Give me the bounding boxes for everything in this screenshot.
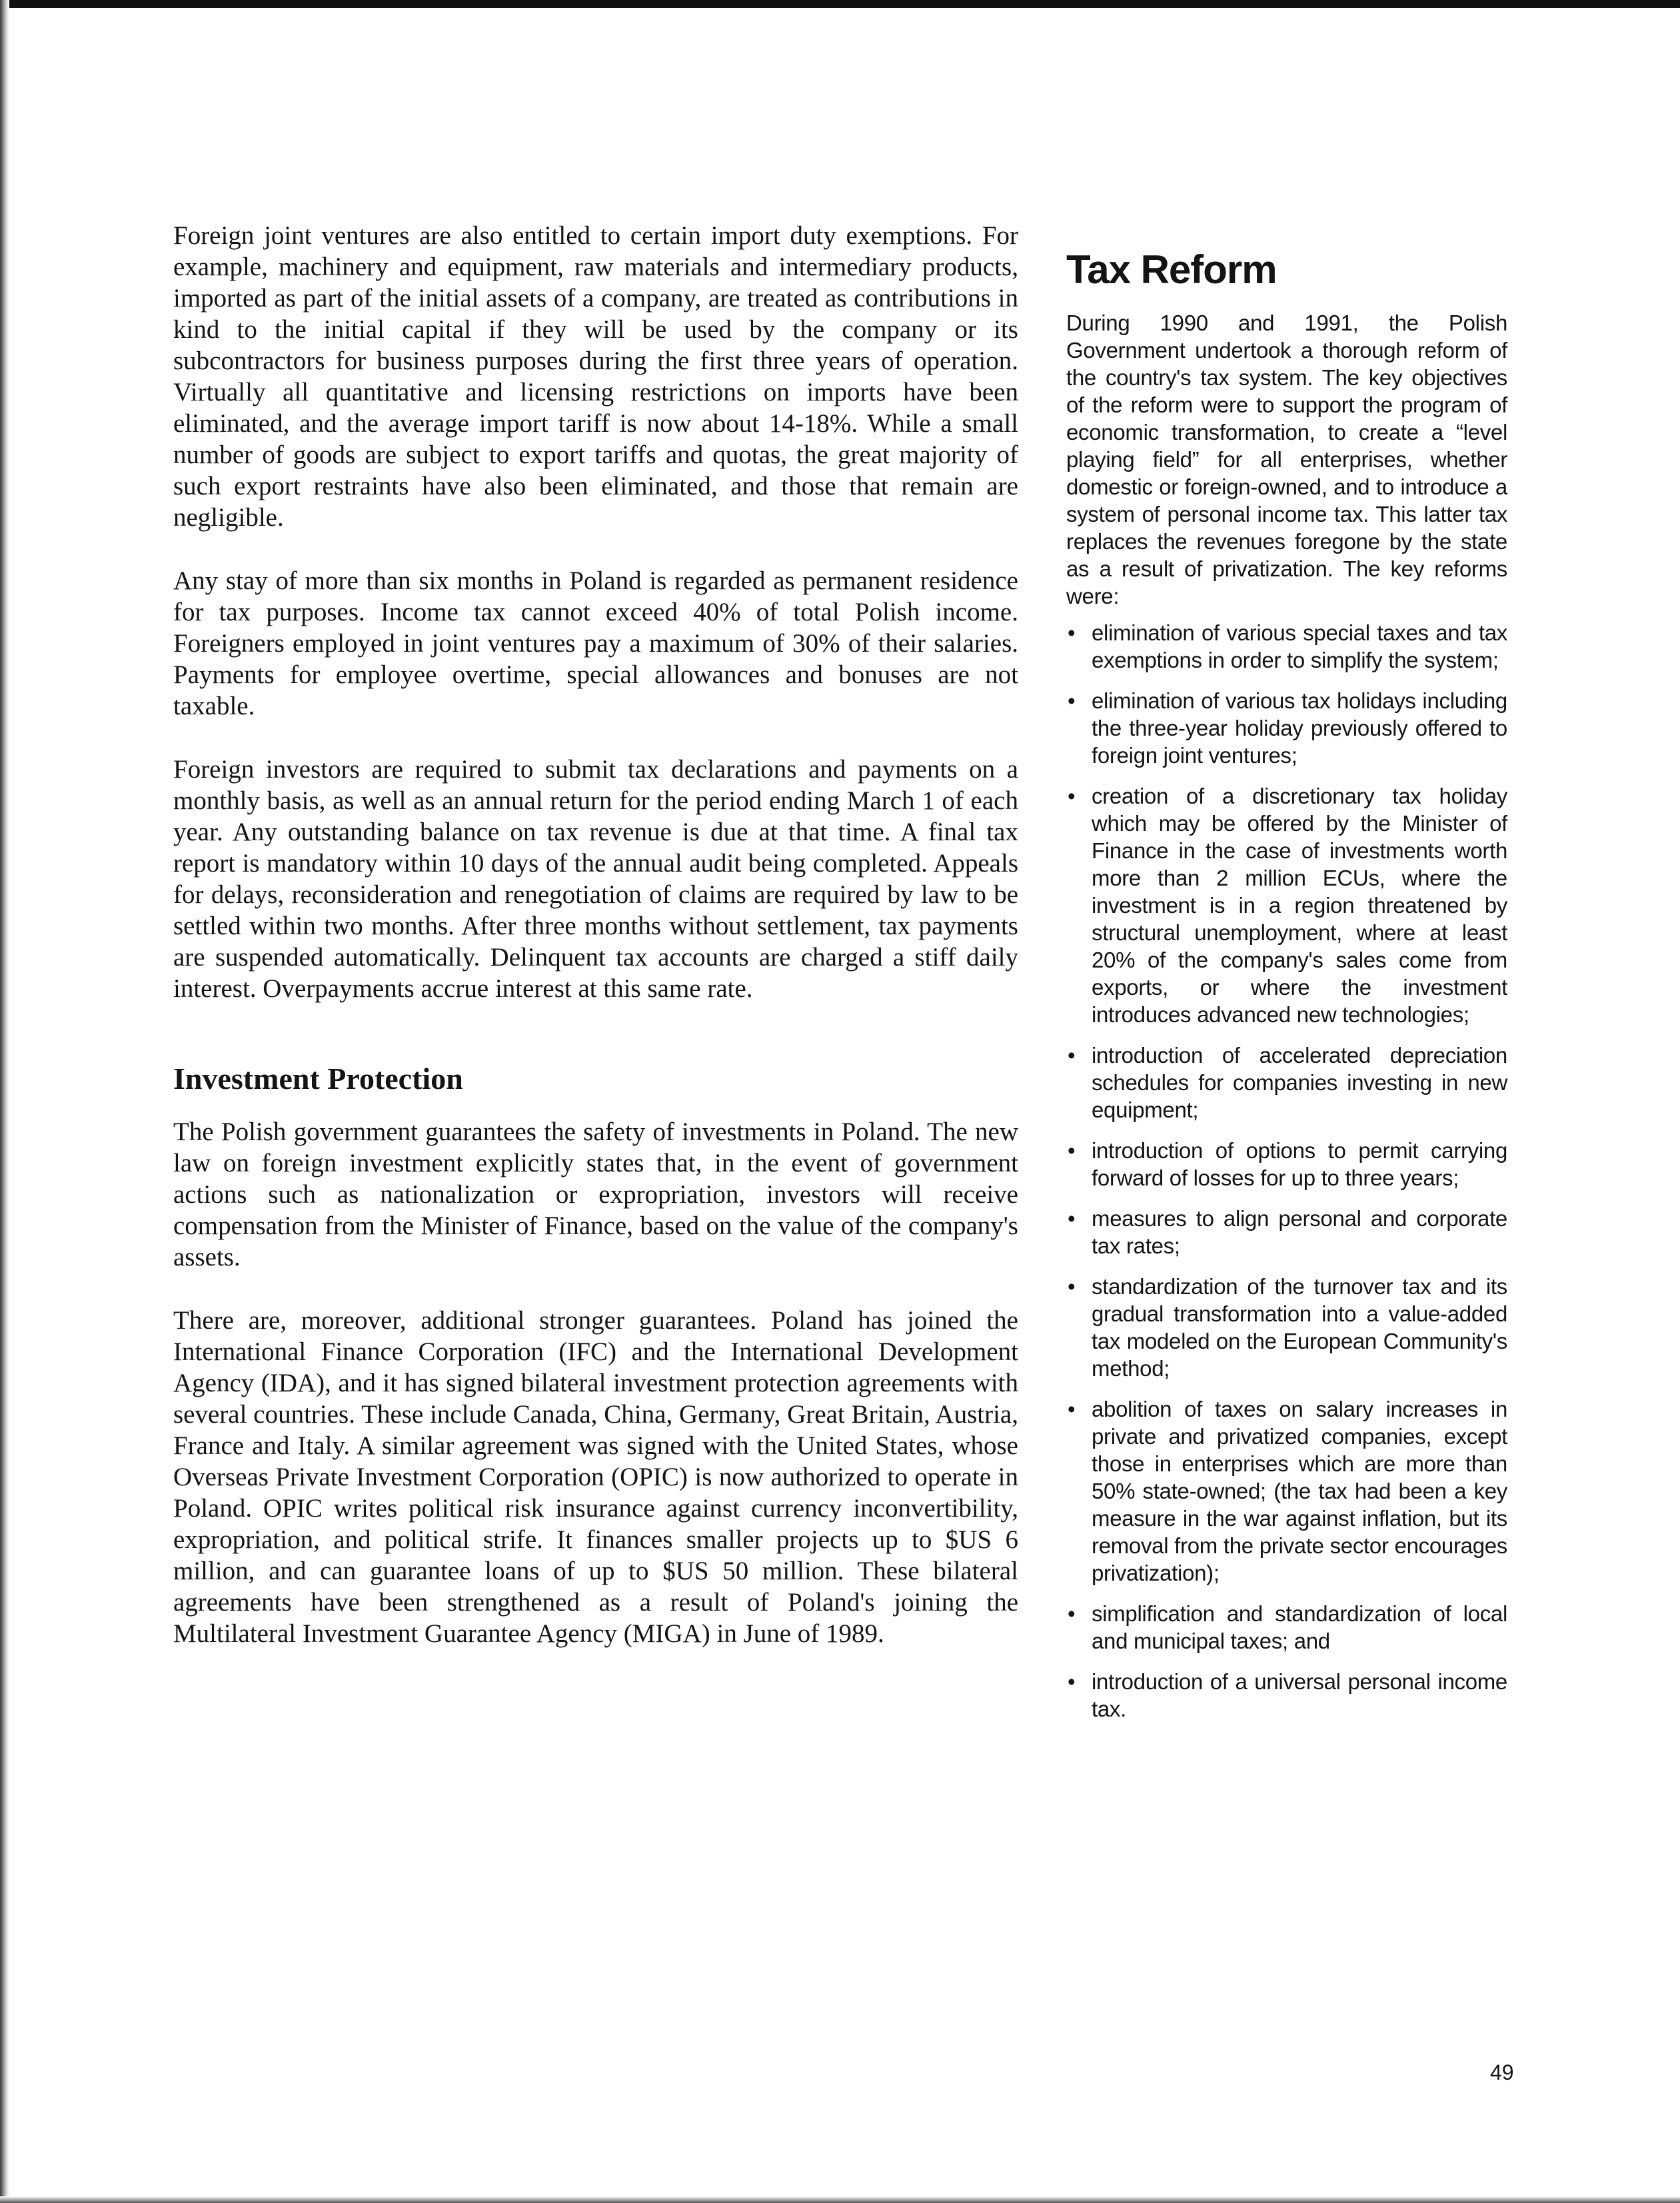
bullet-icon: • [1068, 1274, 1076, 1299]
section-heading-tax-reform: Tax Reform [1066, 247, 1277, 292]
bullet-icon: • [1068, 688, 1076, 713]
tax-reform-intro: During 1990 and 1991, the Polish Government undertook a thorough reform of the country's tax system. The key objectives of the reform were to support the program of economic transformation, to create a “level playing field” for all enterprises, whether domestic or foreign-owned, and to introduce a system of personal income tax. This latter tax replaces the revenues foregone by the state as a result of privatization. The key reforms were: [1066, 311, 1507, 608]
bullet-icon: • [1068, 1043, 1076, 1068]
list-item: • elimination of various special taxes and tax exemptions in order to simplify the system; [1068, 620, 1507, 672]
right-column [1066, 247, 1507, 1736]
paragraph-additional-guarantees: There are, moreover, additional stronger guarantees. Poland has joined the International Finance Corporation (IFC) and the International Development Agency (IDA), and it has signed bilateral investment protection agreements with several countries. These include Canada, China, Germany, Great Britain, Austria, France and Italy. A similar agreement was signed with the United States, whose Overseas Private Investment Corporation (OPIC) is now authorized to operate in Poland. OPIC writes political risk insurance against currency inconvertibility, expropriation, and political strife. It finances smaller projects up to $US 6 million, and can guarantee loans of up to $US 50 million. These bilateral agreements have been strengthened as a result of Poland's joining the Multilateral Investment Guarantee Agency (MIGA) in June of 1989. [173, 1306, 1018, 1648]
list-item: • creation of a discretionary tax holiday which may be offered by the Minister of Finance in the case of investments worth more than 2 million ECUs, where the investment is in a region threatened by structural unemployment, where at least 20% of the company's sales come from exports, or where the investment introduces advanced new technologies; [1068, 784, 1507, 1027]
list-item: • measures to align personal and corporate tax rates; [1068, 1206, 1507, 1258]
list-item: • introduction of accelerated depreciation schedules for companies investing in new equipment; [1068, 1043, 1507, 1122]
list-item: • standardization of the turnover tax and its gradual transformation into a value-added tax modeled on the European Community's method; [1068, 1274, 1507, 1381]
left-column [173, 220, 1018, 1681]
bullet-icon: • [1068, 1669, 1076, 1694]
scan-edge-bottom [0, 2196, 1680, 2203]
bullet-icon: • [1068, 620, 1076, 645]
page-number: 49 [1490, 2060, 1514, 2084]
tax-reform-list [1066, 619, 1507, 1723]
bullet-icon: • [1068, 1397, 1076, 1421]
paragraph-import-duty: Foreign joint ventures are also entitled to certain import duty exemptions. For example, machinery and equipment, raw materials and intermediary products, imported as part of the initial assets of a company, are treated as contributions in kind to the initial capital if they will be used by the company or its subcontractors for business purposes during the first three years of operation. Virtually all quantitative and licensing restrictions on imports have been eliminated, and the average import tariff is now about 14-18%. While a small number of goods are subject to export tariffs and quotas, the great majority of such export restraints have also been eliminated, and those that remain are negligible. [173, 221, 1018, 532]
bullet-icon: • [1068, 1138, 1076, 1163]
list-item: • simplification and standardization of local and municipal taxes; and [1068, 1601, 1507, 1653]
list-item: • introduction of a universal personal income tax. [1068, 1669, 1507, 1721]
paragraph-residence-tax: Any stay of more than six months in Poland is regarded as permanent residence for tax purposes. Income tax cannot exceed 40% of total Polish income. Foreigners employed in joint ventures pay a maximum of 30% of their salaries. Payments for employee overtime, special allowances and bonuses are not taxable. [173, 566, 1018, 720]
list-item: • abolition of taxes on salary increases in private and privatized companies, except those in enterprises which are more than 50% state-owned; (the tax had been a key measure in the war against inflation, but its removal from the private sector encourages privatization); [1068, 1397, 1507, 1585]
scan-edge-top [0, 0, 1680, 8]
bullet-icon: • [1068, 1206, 1076, 1231]
paragraph-government-guarantee: The Polish government guarantees the safety of investments in Poland. The new law on foreign investment explicitly states that, in the event of government actions such as nationalization or expropriation, investors will receive compensation from the Minister of Finance, based on the value of the company's assets. [173, 1117, 1018, 1271]
bullet-icon: • [1068, 1601, 1076, 1626]
list-item: • elimination of various tax holidays including the three-year holiday previously offered to foreign joint ventures; [1068, 688, 1507, 768]
scan-edge-left [0, 0, 9, 2203]
list-item: • introduction of options to permit carrying forward of losses for up to three years; [1068, 1138, 1507, 1190]
bullet-icon: • [1068, 784, 1076, 808]
paragraph-tax-declarations: Foreign investors are required to submit tax declarations and payments on a monthly basis, as well as an annual return for the period ending March 1 of each year. Any outstanding balance on tax revenue is due at that time. A final tax report is mandatory within 10 days of the annual audit being completed. Appeals for delays, reconsideration and renegotiation of claims are required by law to be settled within two months. After three months without settlement, tax payments are suspended automatically. Delinquent tax accounts are charged a stiff daily interest. Overpayments accrue interest at this same rate. [173, 755, 1018, 1003]
section-heading-investment-protection: Investment Protection [173, 1062, 463, 1096]
